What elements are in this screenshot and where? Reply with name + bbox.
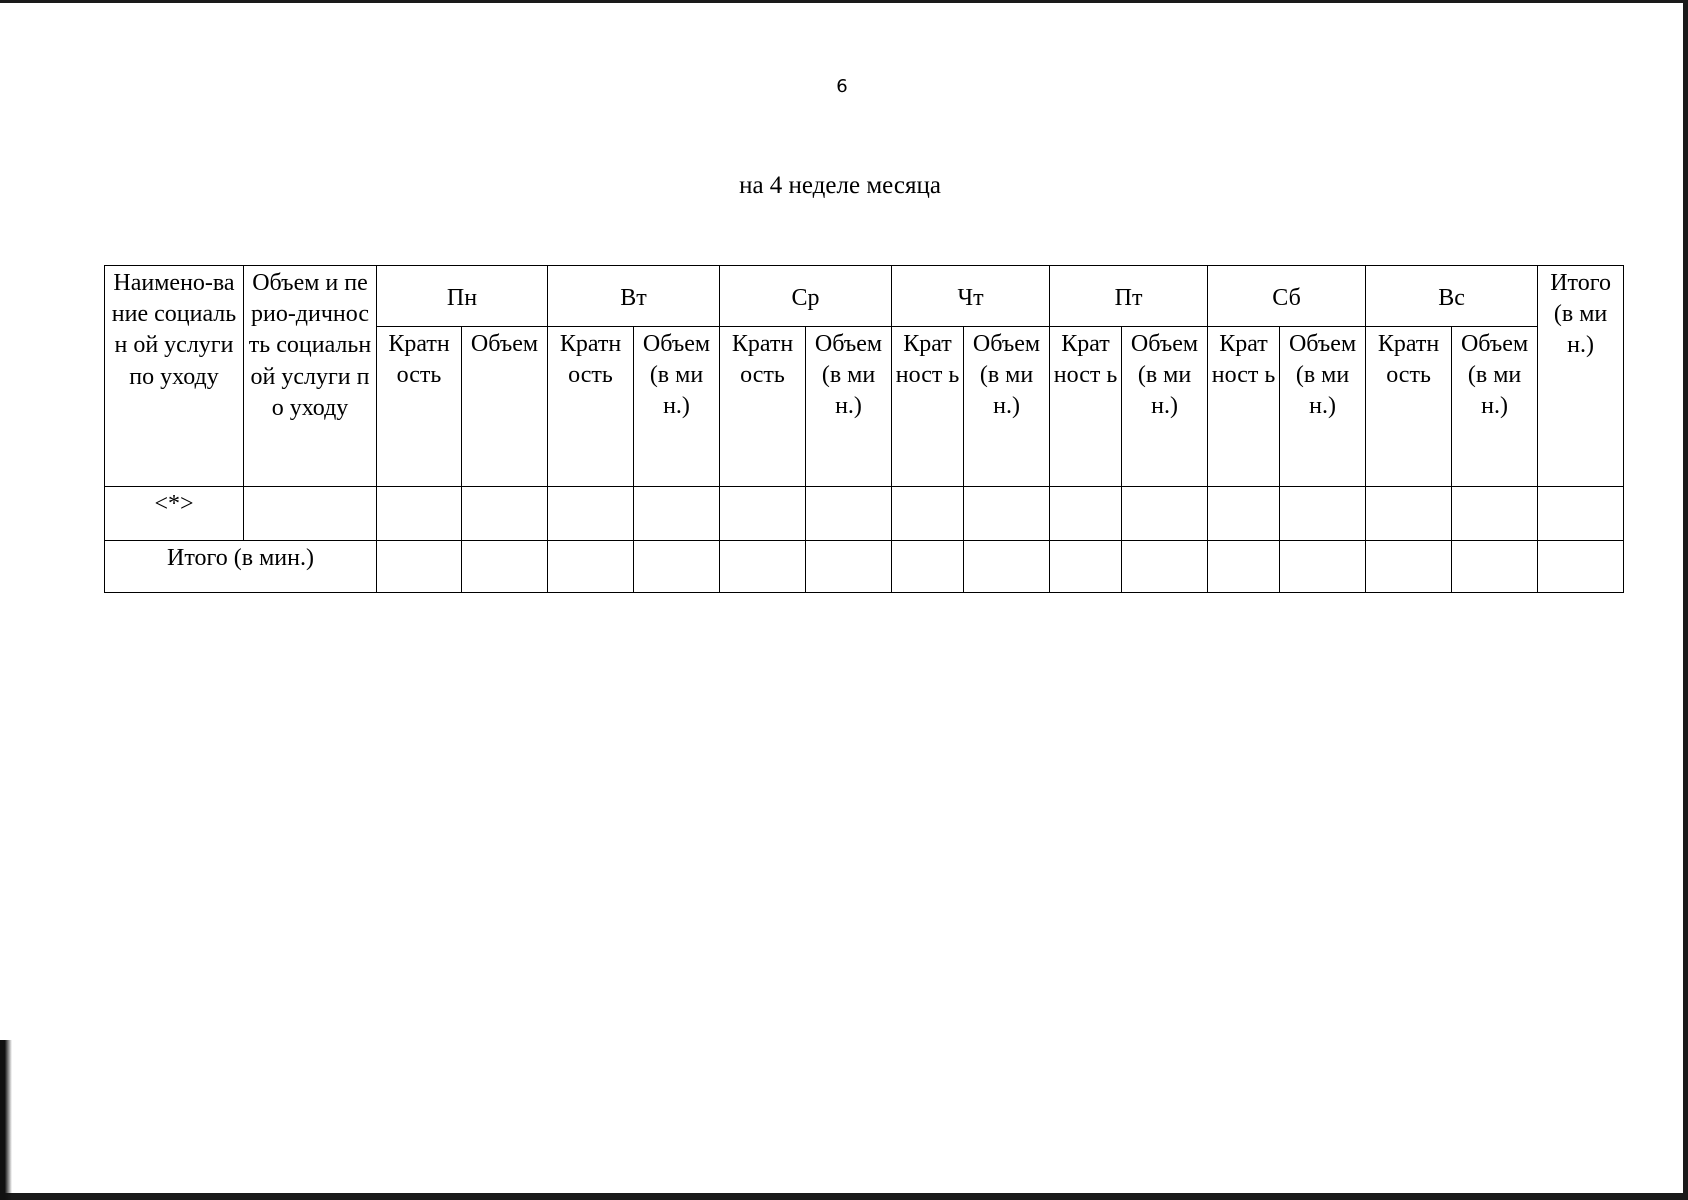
header-day-fri: Пт [1050, 266, 1208, 327]
header-sat-volume: Объем (в мин.) [1280, 327, 1366, 487]
table-cell [1538, 541, 1624, 593]
table-cell [1366, 541, 1452, 593]
header-thu-volume: Объем (в мин.) [964, 327, 1050, 487]
care-schedule-table [104, 265, 1624, 593]
table-cell [720, 487, 806, 541]
header-thu-frequency: Крат ност ь [892, 327, 964, 487]
table-cell [1280, 487, 1366, 541]
table-cell [548, 487, 634, 541]
table-cell [1452, 541, 1538, 593]
table-cell [1050, 487, 1122, 541]
table-cell [377, 541, 462, 593]
table-cell [964, 487, 1050, 541]
header-day-sat: Сб [1208, 266, 1366, 327]
table-cell [964, 541, 1050, 593]
table-cell [1122, 487, 1208, 541]
table-cell [377, 487, 462, 541]
header-day-thu: Чт [892, 266, 1050, 327]
table-row-total [105, 541, 1624, 593]
scan-border-right [1683, 0, 1688, 1200]
page-number: 6 [836, 76, 848, 97]
header-day-sun: Вс [1366, 266, 1538, 327]
table-cell [1208, 541, 1280, 593]
scan-border-bottom [0, 1193, 1688, 1200]
header-fri-volume: Объем (в мин.) [1122, 327, 1208, 487]
header-sat-frequency: Крат ност ь [1208, 327, 1280, 487]
header-day-wed: Ср [720, 266, 892, 327]
table-cell [806, 541, 892, 593]
page-title: на 4 неделе месяца [739, 172, 941, 199]
table-cell [1538, 487, 1624, 541]
table-cell [548, 541, 634, 593]
header-service-volume: Объем и перио-дичность социальн ой услуги по уходу [244, 266, 377, 487]
table-cell [806, 487, 892, 541]
header-wed-volume: Объем (в мин.) [806, 327, 892, 487]
row-placeholder-label: <*> [105, 487, 244, 541]
header-mon-volume: Объем [462, 327, 548, 487]
scan-shadow-left [0, 1040, 12, 1200]
table-row [105, 487, 1624, 541]
header-total: Итого (в мин.) [1538, 266, 1624, 487]
header-fri-frequency: Крат ност ь [1050, 327, 1122, 487]
table-cell [1050, 541, 1122, 593]
table-cell [634, 541, 720, 593]
table-cell [462, 487, 548, 541]
table-cell [892, 541, 964, 593]
table-cell [1366, 487, 1452, 541]
table-cell [1452, 487, 1538, 541]
scan-border-top [0, 0, 1688, 3]
row-total-label: Итого (в мин.) [105, 541, 377, 593]
header-sun-frequency: Кратн ость [1366, 327, 1452, 487]
header-tue-frequency: Кратн ость [548, 327, 634, 487]
table-cell [1280, 541, 1366, 593]
header-service-name: Наимено-вание социальн ой услуги по уходу [105, 266, 244, 487]
table-cell [720, 541, 806, 593]
table-cell [1122, 541, 1208, 593]
header-wed-frequency: Кратн ость [720, 327, 806, 487]
header-tue-volume: Объем (в мин.) [634, 327, 720, 487]
header-sun-volume: Объем (в мин.) [1452, 327, 1538, 487]
header-day-tue: Вт [548, 266, 720, 327]
table-cell [892, 487, 964, 541]
table-cell [1208, 487, 1280, 541]
table-cell [244, 487, 377, 541]
header-mon-frequency: Кратн ость [377, 327, 462, 487]
table-cell [634, 487, 720, 541]
table-cell [462, 541, 548, 593]
header-day-mon: Пн [377, 266, 548, 327]
